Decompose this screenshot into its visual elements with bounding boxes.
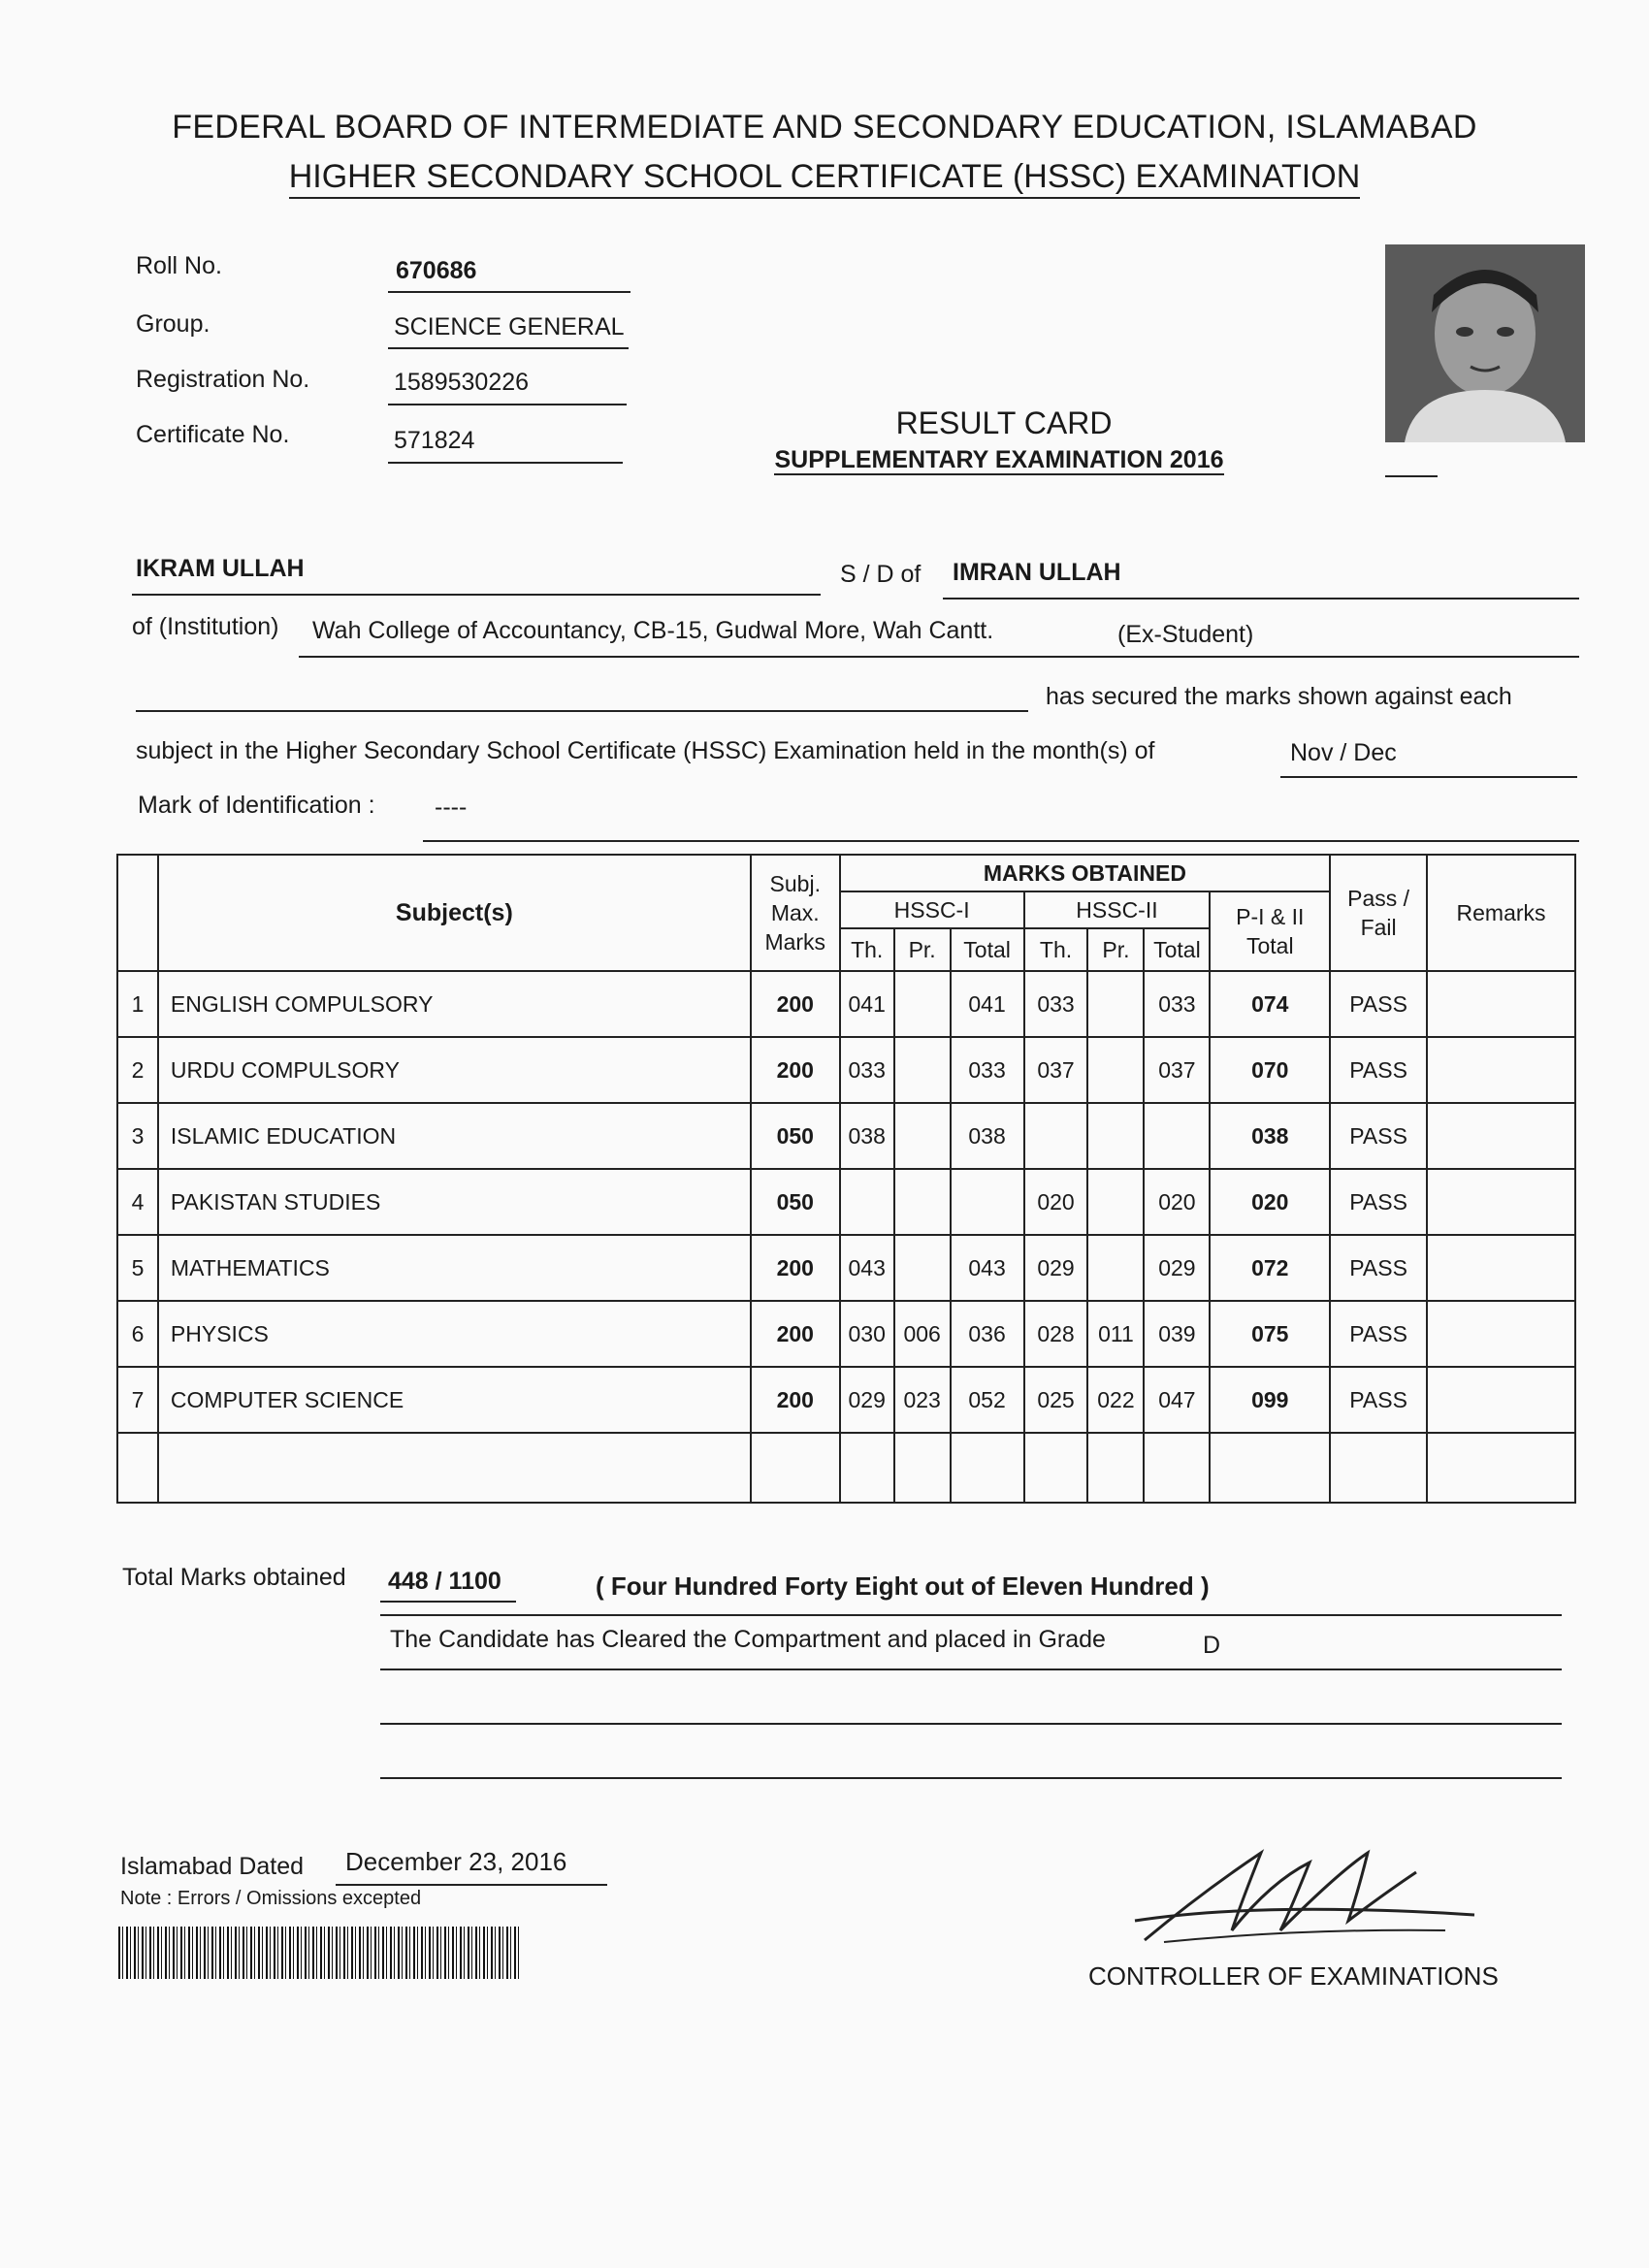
barcode xyxy=(118,1927,522,1979)
row-hssc1-th: 029 xyxy=(840,1367,894,1433)
row-serial: 3 xyxy=(117,1103,158,1169)
max-marks-header xyxy=(751,855,840,971)
table-row xyxy=(117,1235,1575,1301)
row-subject: URDU COMPULSORY xyxy=(158,1037,751,1103)
row-remarks xyxy=(1427,1169,1575,1235)
row-hssc1-total: 033 xyxy=(951,1037,1024,1103)
row-serial: 1 xyxy=(117,971,158,1037)
total-marks-words: ( Four Hundred Forty Eight out of Eleven Hundred ) xyxy=(596,1571,1210,1601)
row-max: 200 xyxy=(751,1037,840,1103)
row-total: 099 xyxy=(1210,1367,1330,1433)
table-row xyxy=(117,1301,1575,1367)
row-subject: PAKISTAN STUDIES xyxy=(158,1169,751,1235)
photo-mark xyxy=(1385,475,1438,477)
row-serial: 7 xyxy=(117,1367,158,1433)
table-row xyxy=(117,1103,1575,1169)
total-marks-label: Total Marks obtained xyxy=(122,1564,346,1591)
row-total: 038 xyxy=(1210,1103,1330,1169)
row-pass-fail: PASS xyxy=(1330,1103,1427,1169)
registration-value: 1589530226 xyxy=(394,369,530,396)
table-row xyxy=(117,971,1575,1037)
supplementary-title xyxy=(679,446,1319,474)
row-hssc2-pr xyxy=(1087,1037,1144,1103)
row-subject: MATHEMATICS xyxy=(158,1235,751,1301)
blank-line-2 xyxy=(380,1777,1562,1779)
row-hssc1-total: 043 xyxy=(951,1235,1024,1301)
total-marks-value: 448 / 1100 xyxy=(388,1568,501,1595)
marks-obtained-header: MARKS OBTAINED xyxy=(840,855,1330,891)
row-remarks xyxy=(1427,1301,1575,1367)
registration-underline xyxy=(388,404,627,405)
max-header-line-1: Subj. xyxy=(769,871,821,896)
identification-underline xyxy=(423,840,1579,842)
row-hssc1-pr xyxy=(894,1235,951,1301)
certificate-value: 571824 xyxy=(394,427,475,454)
row-hssc1-th: 030 xyxy=(840,1301,894,1367)
controller-signature xyxy=(1125,1833,1484,1960)
hssc1-pr-header: Pr. xyxy=(894,928,951,971)
row-hssc1-pr xyxy=(894,1103,951,1169)
identification-value: ---- xyxy=(435,794,468,821)
hssc1-th-header: Th. xyxy=(840,928,894,971)
hssc2-total-header: Total xyxy=(1144,928,1210,971)
dated-label: Islamabad Dated xyxy=(120,1853,305,1880)
hssc1-header: HSSC-I xyxy=(840,891,1024,928)
row-hssc1-th: 038 xyxy=(840,1103,894,1169)
signature-icon xyxy=(1125,1833,1484,1960)
board-title: FEDERAL BOARD OF INTERMEDIATE AND SECONDARY EDUCATION, ISLAMABAD xyxy=(172,109,1477,146)
row-hssc2-th: 029 xyxy=(1024,1235,1088,1301)
row-serial: 5 xyxy=(117,1235,158,1301)
row-subject: ENGLISH COMPULSORY xyxy=(158,971,751,1037)
pass-fail-line-2: Fail xyxy=(1360,915,1397,940)
hssc2-pr-header: Pr. xyxy=(1087,928,1144,971)
institution-value: Wah College of Accountancy, CB-15, Gudwal More, Wah Cantt. xyxy=(312,617,994,644)
month-underline xyxy=(1280,776,1577,778)
row-pass-fail: PASS xyxy=(1330,971,1427,1037)
row-serial: 6 xyxy=(117,1301,158,1367)
subject-header: Subject(s) xyxy=(158,855,751,971)
grade-underline xyxy=(380,1669,1562,1670)
total-value-underline xyxy=(380,1601,516,1603)
table-row xyxy=(117,1037,1575,1103)
row-hssc2-pr: 011 xyxy=(1087,1301,1144,1367)
row-hssc1-th: 041 xyxy=(840,971,894,1037)
grade-statement: The Candidate has Cleared the Compartment and placed in Grade xyxy=(390,1626,1106,1653)
name-underline xyxy=(132,594,821,596)
row-hssc2-total: 047 xyxy=(1144,1367,1210,1433)
table-row-empty xyxy=(117,1433,1575,1503)
row-hssc2-total xyxy=(1144,1103,1210,1169)
row-hssc2-th: 033 xyxy=(1024,971,1088,1037)
controller-title: CONTROLLER OF EXAMINATIONS xyxy=(1088,1961,1499,1991)
row-remarks xyxy=(1427,1235,1575,1301)
row-hssc1-pr xyxy=(894,971,951,1037)
hssc2-th-header: Th. xyxy=(1024,928,1088,971)
roll-value: 670686 xyxy=(396,257,477,284)
table-row xyxy=(117,1367,1575,1433)
totals-line xyxy=(380,1614,1562,1616)
issue-date: December 23, 2016 xyxy=(345,1847,567,1876)
row-remarks xyxy=(1427,1367,1575,1433)
row-total: 020 xyxy=(1210,1169,1330,1235)
row-pass-fail: PASS xyxy=(1330,1169,1427,1235)
candidate-photo xyxy=(1385,244,1585,442)
row-max: 050 xyxy=(751,1169,840,1235)
registration-label: Registration No. xyxy=(136,366,310,393)
photo-portrait-icon xyxy=(1385,244,1585,442)
row-hssc2-th: 028 xyxy=(1024,1301,1088,1367)
hssc2-header: HSSC-II xyxy=(1024,891,1211,928)
hssc1-total-header: Total xyxy=(951,928,1024,971)
row-max: 200 xyxy=(751,971,840,1037)
row-max: 200 xyxy=(751,1235,840,1301)
row-pass-fail: PASS xyxy=(1330,1235,1427,1301)
row-hssc1-th: 033 xyxy=(840,1037,894,1103)
serial-header xyxy=(117,855,158,971)
grade-value: D xyxy=(1203,1632,1221,1659)
row-hssc1-total: 038 xyxy=(951,1103,1024,1169)
row-subject: PHYSICS xyxy=(158,1301,751,1367)
row-remarks xyxy=(1427,971,1575,1037)
group-label: Group. xyxy=(136,310,210,338)
group-underline xyxy=(388,347,629,349)
row-subject: ISLAMIC EDUCATION xyxy=(158,1103,751,1169)
exam-title xyxy=(0,158,1649,196)
row-hssc2-pr xyxy=(1087,1103,1144,1169)
max-header-line-3: Marks xyxy=(764,929,826,955)
row-hssc2-total: 020 xyxy=(1144,1169,1210,1235)
supplementary-title-text: SUPPLEMENTARY EXAMINATION 2016 xyxy=(774,446,1224,473)
row-hssc1-pr: 023 xyxy=(894,1367,951,1433)
table-row xyxy=(117,1169,1575,1235)
row-hssc2-total: 029 xyxy=(1144,1235,1210,1301)
row-total: 072 xyxy=(1210,1235,1330,1301)
combined-total-header xyxy=(1210,891,1330,971)
row-hssc1-total xyxy=(951,1169,1024,1235)
remarks-header: Remarks xyxy=(1427,855,1575,971)
group-value: SCIENCE GENERAL xyxy=(394,313,625,340)
row-hssc1-total: 041 xyxy=(951,971,1024,1037)
student-status: (Ex-Student) xyxy=(1117,621,1254,648)
combined-total-line-1: P-I & II xyxy=(1236,904,1305,929)
roll-label: Roll No. xyxy=(136,252,222,279)
certificate-label: Certificate No. xyxy=(136,421,290,448)
secured-text: has secured the marks shown against each xyxy=(1046,683,1512,710)
row-subject: COMPUTER SCIENCE xyxy=(158,1367,751,1433)
result-card-title: RESULT CARD xyxy=(895,405,1113,440)
row-hssc1-total: 036 xyxy=(951,1301,1024,1367)
exam-month-text: subject in the Higher Secondary School Certificate (HSSC) Examination held in the month(s) of xyxy=(136,737,1155,764)
row-serial: 2 xyxy=(117,1037,158,1103)
table-header-row-1 xyxy=(117,855,1575,891)
row-pass-fail: PASS xyxy=(1330,1037,1427,1103)
roll-underline xyxy=(388,291,630,293)
row-max: 200 xyxy=(751,1367,840,1433)
candidate-name: IKRAM ULLAH xyxy=(136,555,305,582)
row-total: 074 xyxy=(1210,971,1330,1037)
row-serial: 4 xyxy=(117,1169,158,1235)
certificate-underline xyxy=(388,462,623,464)
row-hssc1-pr xyxy=(894,1169,951,1235)
identification-label: Mark of Identification : xyxy=(138,792,375,819)
marks-table xyxy=(116,854,1576,1504)
row-remarks xyxy=(1427,1037,1575,1103)
row-hssc1-total: 052 xyxy=(951,1367,1024,1433)
row-hssc2-th xyxy=(1024,1103,1088,1169)
row-hssc1-pr xyxy=(894,1037,951,1103)
father-name: IMRAN ULLAH xyxy=(953,559,1121,586)
row-hssc2-pr xyxy=(1087,1235,1144,1301)
row-hssc2-th: 025 xyxy=(1024,1367,1088,1433)
row-hssc1-th xyxy=(840,1169,894,1235)
row-pass-fail: PASS xyxy=(1330,1301,1427,1367)
row-pass-fail: PASS xyxy=(1330,1367,1427,1433)
father-underline xyxy=(943,598,1579,599)
errors-note: Note : Errors / Omissions excepted xyxy=(120,1888,422,1909)
institution-underline xyxy=(299,656,1579,658)
max-header-line-2: Max. xyxy=(770,900,820,925)
pass-fail-line-1: Pass / xyxy=(1347,886,1410,911)
sdo-label: S / D of xyxy=(840,561,922,588)
row-hssc2-pr: 022 xyxy=(1087,1367,1144,1433)
row-hssc2-total: 039 xyxy=(1144,1301,1210,1367)
row-max: 200 xyxy=(751,1301,840,1367)
exam-month: Nov / Dec xyxy=(1290,739,1397,766)
exam-title-text: HIGHER SECONDARY SCHOOL CERTIFICATE (HSSC) EXAMINATION xyxy=(289,158,1361,199)
row-total: 070 xyxy=(1210,1037,1330,1103)
row-hssc2-pr xyxy=(1087,971,1144,1037)
blank-line xyxy=(136,710,1028,712)
row-hssc2-th: 037 xyxy=(1024,1037,1088,1103)
row-hssc1-th: 043 xyxy=(840,1235,894,1301)
row-max: 050 xyxy=(751,1103,840,1169)
row-hssc1-pr: 006 xyxy=(894,1301,951,1367)
pass-fail-header xyxy=(1330,855,1427,971)
blank-line-1 xyxy=(380,1723,1562,1725)
row-total: 075 xyxy=(1210,1301,1330,1367)
row-hssc2-total: 037 xyxy=(1144,1037,1210,1103)
combined-total-line-2: Total xyxy=(1245,933,1294,958)
row-hssc2-th: 020 xyxy=(1024,1169,1088,1235)
row-remarks xyxy=(1427,1103,1575,1169)
date-underline xyxy=(336,1884,607,1886)
row-hssc2-pr xyxy=(1087,1169,1144,1235)
institution-label: of (Institution) xyxy=(132,613,279,640)
row-hssc2-total: 033 xyxy=(1144,971,1210,1037)
